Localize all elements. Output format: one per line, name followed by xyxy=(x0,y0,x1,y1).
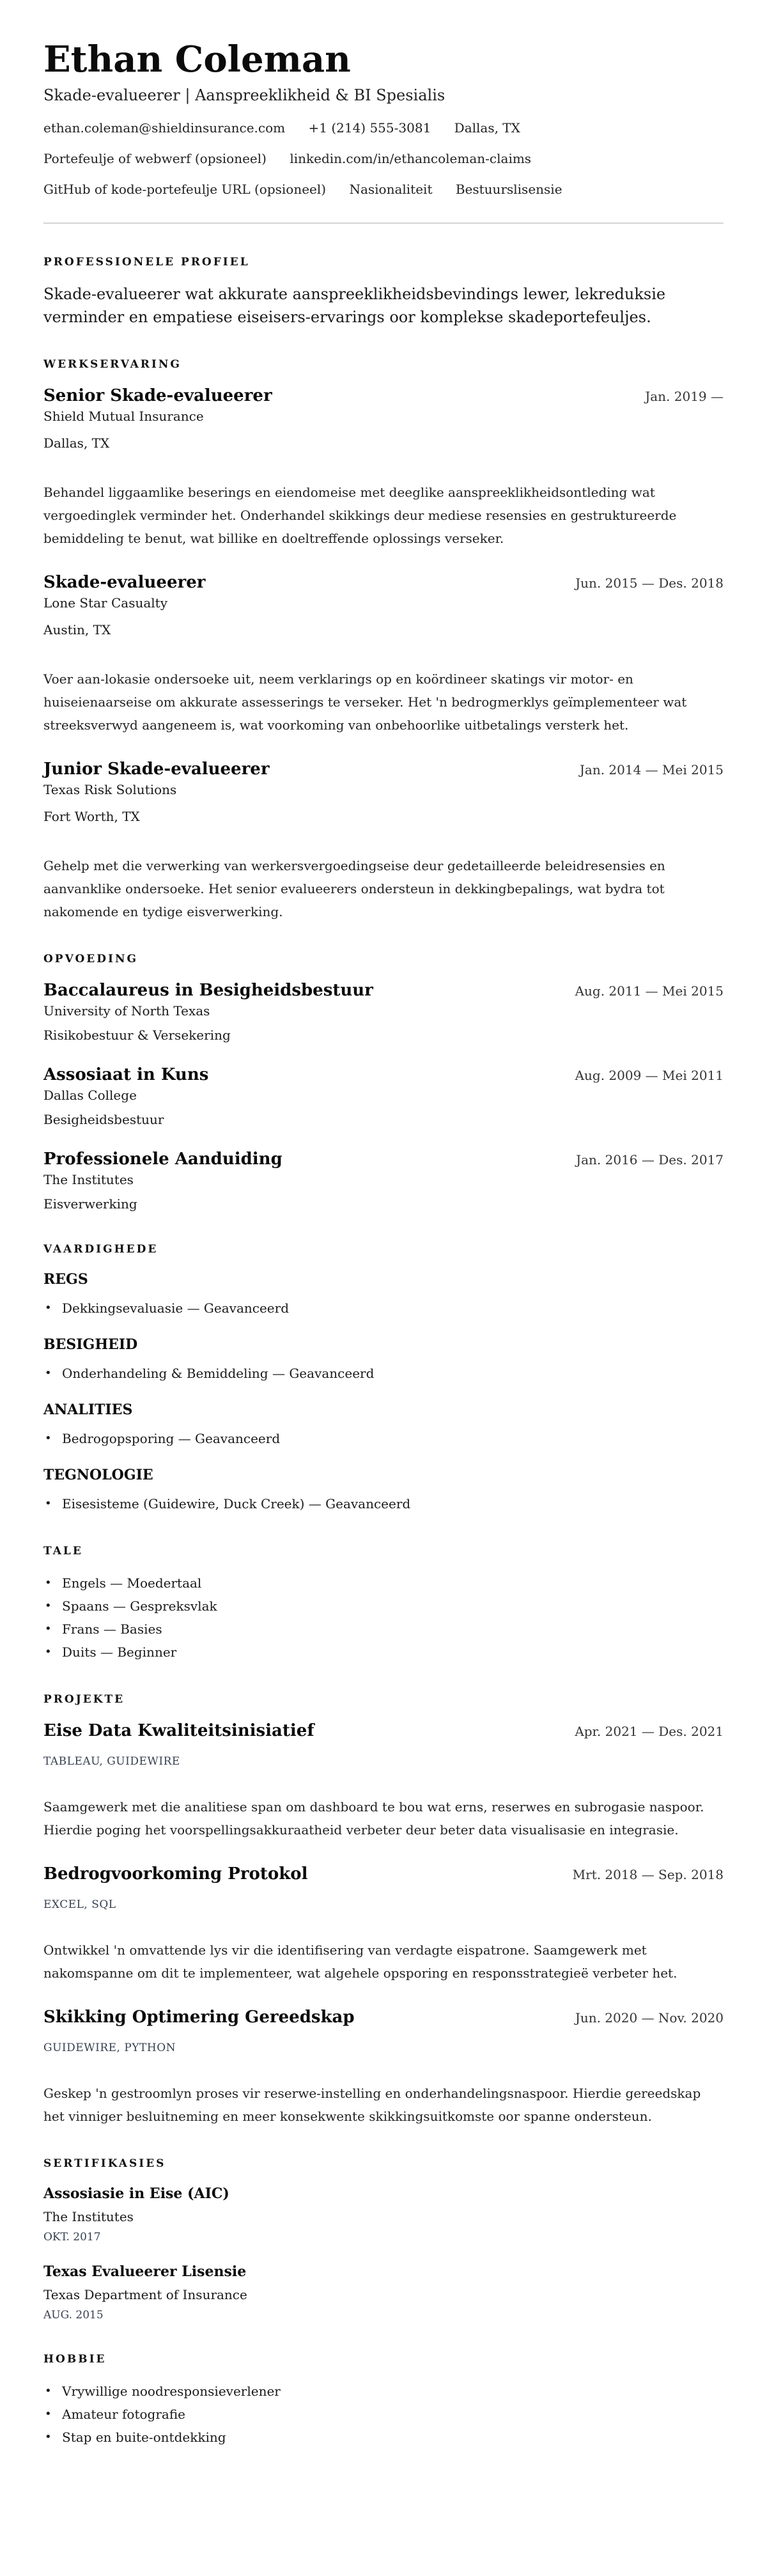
job-title: Junior Skade-evalueerer xyxy=(43,760,270,779)
project-description: Saamgewerk met die analitiese span om dashboard te bou wat erns, reserwes en subrogasie naspoor. Hierdie poging het voorspellingsakkuraatheid verbeter deur beter data visualisasie en integrasie. xyxy=(43,1799,704,1838)
certification-issuer: Texas Department of Insurance xyxy=(43,2287,247,2302)
job-description: Gehelp met die verwerking van werkersvergoedingseise deur gedetailleerde beleidresensies en aanvanklike ondersoeke. Het senior evalueerers ondersteun in dekkingbepalings, wat bydra tot nakomende en tydige eisverwerking. xyxy=(43,858,665,919)
contact-github[interactable]: GitHub of kode-portefeulje URL (opsioneel) xyxy=(43,182,327,197)
certification-issuer: The Institutes xyxy=(43,2209,134,2224)
skill-item: • Onderhandeling & Bemiddeling — Geavanceerd xyxy=(43,1362,724,1385)
experience-entry xyxy=(43,758,724,923)
education-entry xyxy=(43,980,724,1045)
contact-nationality: Nasionaliteit xyxy=(349,182,433,197)
languages-section xyxy=(43,1543,724,1664)
section-heading-languages: TALE xyxy=(43,1545,83,1557)
project-entry xyxy=(43,1863,724,1985)
project-title: Eise Data Kwaliteitsinisiatief xyxy=(43,1721,314,1740)
skill-list xyxy=(43,1492,724,1515)
certification-date: OKT. 2017 xyxy=(43,2231,101,2244)
section-heading-hobbies: HOBBIE xyxy=(43,2353,107,2366)
section-heading-skills: VAARDIGHEDE xyxy=(43,1243,159,1256)
certification-entry xyxy=(43,2262,724,2323)
hobby-item: • Amateur fotografie xyxy=(43,2403,724,2426)
candidate-headline: Skade-evalueerer | Aanspreeklikheid & BI Spesialis xyxy=(43,86,445,104)
contact-linkedin[interactable]: linkedin.com/in/ethancoleman-claims xyxy=(290,151,532,166)
job-dates: Jan. 2019 — xyxy=(645,389,724,404)
section-heading-certifications: SERTIFIKASIES xyxy=(43,2157,166,2170)
language-item: • Engels — Moedertaal xyxy=(43,1572,724,1595)
profile-summary: Skade-evalueerer wat akkurate aanspreeklikheidsbevindings lewer, lekreduksie verminder en empatiese eiseisers-ervarings oor komplekse skadeportefeuljes. xyxy=(43,285,666,326)
header-divider xyxy=(43,222,724,224)
institution: The Institutes xyxy=(43,1172,134,1187)
skill-group-title: ANALITIES xyxy=(43,1401,133,1418)
job-title: Senior Skade-evalueerer xyxy=(43,386,272,405)
profile-section xyxy=(43,254,724,329)
project-title: Bedrogvoorkoming Protokol xyxy=(43,1864,308,1884)
degree-dates: Aug. 2009 — Mei 2011 xyxy=(575,1068,724,1083)
skill-group-title: TEGNOLOGIE xyxy=(43,1467,153,1483)
skill-item: • Dekkingsevaluasie — Geavanceerd xyxy=(43,1297,724,1320)
contact-row-2 xyxy=(43,150,724,168)
job-location: Austin, TX xyxy=(43,622,111,637)
job-description: Behandel liggaamlike beserings en eiendomeise met deeglike aanspreeklikheidsontleding wat vergoedinglek verminder het. Onderhandel skikkings deur mediese resensies en gestruktureerde bemiddeling te benut, wat billike en doeltreffende oplossings verseker. xyxy=(43,485,677,546)
section-heading-experience: WERKSERVARING xyxy=(43,358,182,371)
contact-row-1 xyxy=(43,119,724,137)
education-entry xyxy=(43,1064,724,1129)
project-title: Skikking Optimering Gereedskap xyxy=(43,2008,355,2027)
skill-item: • Bedrogopsporing — Geavanceerd xyxy=(43,1427,724,1450)
project-description: Ontwikkel 'n omvattende lys vir die identifisering van verdagte eispatrone. Saamgewerk met nakomspanne om dit te implementeer, wat algehele opsporing en responsstrategieë verbeter het. xyxy=(43,1942,678,1981)
job-dates: Jan. 2014 — Mei 2015 xyxy=(579,762,724,777)
project-tech: EXCEL, SQL xyxy=(43,1898,116,1911)
field-of-study: Besigheidsbestuur xyxy=(43,1112,164,1127)
job-company: Texas Risk Solutions xyxy=(43,782,177,797)
contact-portfolio[interactable]: Portefeulje of webwerf (opsioneel) xyxy=(43,151,267,166)
contact-location: Dallas, TX xyxy=(454,120,520,136)
certification-title: Texas Evalueerer Lisensie xyxy=(43,2263,247,2280)
skill-list xyxy=(43,1362,724,1385)
institution: University of North Texas xyxy=(43,1003,210,1019)
certification-date: AUG. 2015 xyxy=(43,2309,104,2322)
skill-group-title: BESIGHEID xyxy=(43,1336,138,1353)
degree-title: Professionele Aanduiding xyxy=(43,1150,283,1169)
institution: Dallas College xyxy=(43,1088,137,1103)
field-of-study: Eisverwerking xyxy=(43,1196,137,1212)
contact-row-3 xyxy=(43,180,724,198)
degree-title: Baccalaureus in Besigheidsbestuur xyxy=(43,981,373,1000)
skill-list xyxy=(43,1427,724,1450)
language-list xyxy=(43,1572,724,1664)
experience-section xyxy=(43,357,724,923)
job-description: Voer aan-lokasie ondersoeke uit, neem verklarings op en koördineer skatings vir motor- en huiseienaarseise om akkurate assesserings te verseker. Het 'n bedrogmerklys geïmplementeer wat streeksverwyd aangeneem is, wat voorkoming van onbehoorlike uitbetalings versterk het. xyxy=(43,671,687,733)
section-heading-profile: PROFESSIONELE PROFIEL xyxy=(43,256,250,269)
certification-title: Assosiasie in Eise (AIC) xyxy=(43,2185,229,2202)
project-dates: Mrt. 2018 — Sep. 2018 xyxy=(572,1867,724,1882)
contact-email[interactable]: ethan.coleman@shieldinsurance.com xyxy=(43,120,286,136)
hobby-item: • Stap en buite-ontdekking xyxy=(43,2426,724,2449)
education-section xyxy=(43,951,724,1214)
contact-drivers-license: Bestuurslisensie xyxy=(455,182,562,197)
project-entry xyxy=(43,2006,724,2128)
job-company: Lone Star Casualty xyxy=(43,595,168,611)
job-dates: Jun. 2015 — Des. 2018 xyxy=(575,575,724,591)
language-item: • Spaans — Gespreksvlak xyxy=(43,1595,724,1618)
contact-phone[interactable]: +1 (214) 555-3081 xyxy=(308,120,431,136)
section-heading-projects: PROJEKTE xyxy=(43,1693,125,1706)
hobby-list xyxy=(43,2380,724,2449)
resume-header xyxy=(43,37,724,198)
job-location: Dallas, TX xyxy=(43,435,110,451)
skills-section xyxy=(43,1242,724,1515)
candidate-name: Ethan Coleman xyxy=(43,38,351,81)
section-heading-education: OPVOEDING xyxy=(43,953,139,965)
projects-section xyxy=(43,1692,724,2128)
job-company: Shield Mutual Insurance xyxy=(43,409,204,424)
hobby-item: • Vrywillige noodresponsieverlener xyxy=(43,2380,724,2403)
certifications-section xyxy=(43,2156,724,2323)
education-entry xyxy=(43,1148,724,1214)
field-of-study: Risikobestuur & Versekering xyxy=(43,1027,231,1043)
language-item: • Duits — Beginner xyxy=(43,1641,724,1664)
experience-entry xyxy=(43,385,724,550)
project-dates: Apr. 2021 — Des. 2021 xyxy=(575,1724,724,1739)
job-title: Skade-evalueerer xyxy=(43,573,206,592)
project-tech: TABLEAU, GUIDEWIRE xyxy=(43,1755,180,1768)
job-location: Fort Worth, TX xyxy=(43,809,140,824)
degree-dates: Jan. 2016 — Des. 2017 xyxy=(576,1152,724,1167)
language-item: • Frans — Basies xyxy=(43,1618,724,1641)
project-tech: GUIDEWIRE, PYTHON xyxy=(43,2041,176,2054)
project-dates: Jun. 2020 — Nov. 2020 xyxy=(575,2010,724,2026)
degree-dates: Aug. 2011 — Mei 2015 xyxy=(575,983,724,999)
skill-group-title: REGS xyxy=(43,1271,88,1288)
experience-entry xyxy=(43,572,724,737)
skill-item: • Eisesisteme (Guidewire, Duck Creek) — Geavanceerd xyxy=(43,1492,724,1515)
project-description: Geskep 'n gestroomlyn proses vir reserwe-instelling en onderhandelingsnaspoor. Hierdie gereedskap het vinniger besluitneming en meer konsekwente skikkingsuitkomste oor spanne ondersteun. xyxy=(43,2086,701,2124)
certification-entry xyxy=(43,2184,724,2245)
degree-title: Assosiaat in Kuns xyxy=(43,1065,209,1084)
project-entry xyxy=(43,1720,724,1841)
skill-list xyxy=(43,1297,724,1320)
hobbies-section xyxy=(43,2352,724,2449)
